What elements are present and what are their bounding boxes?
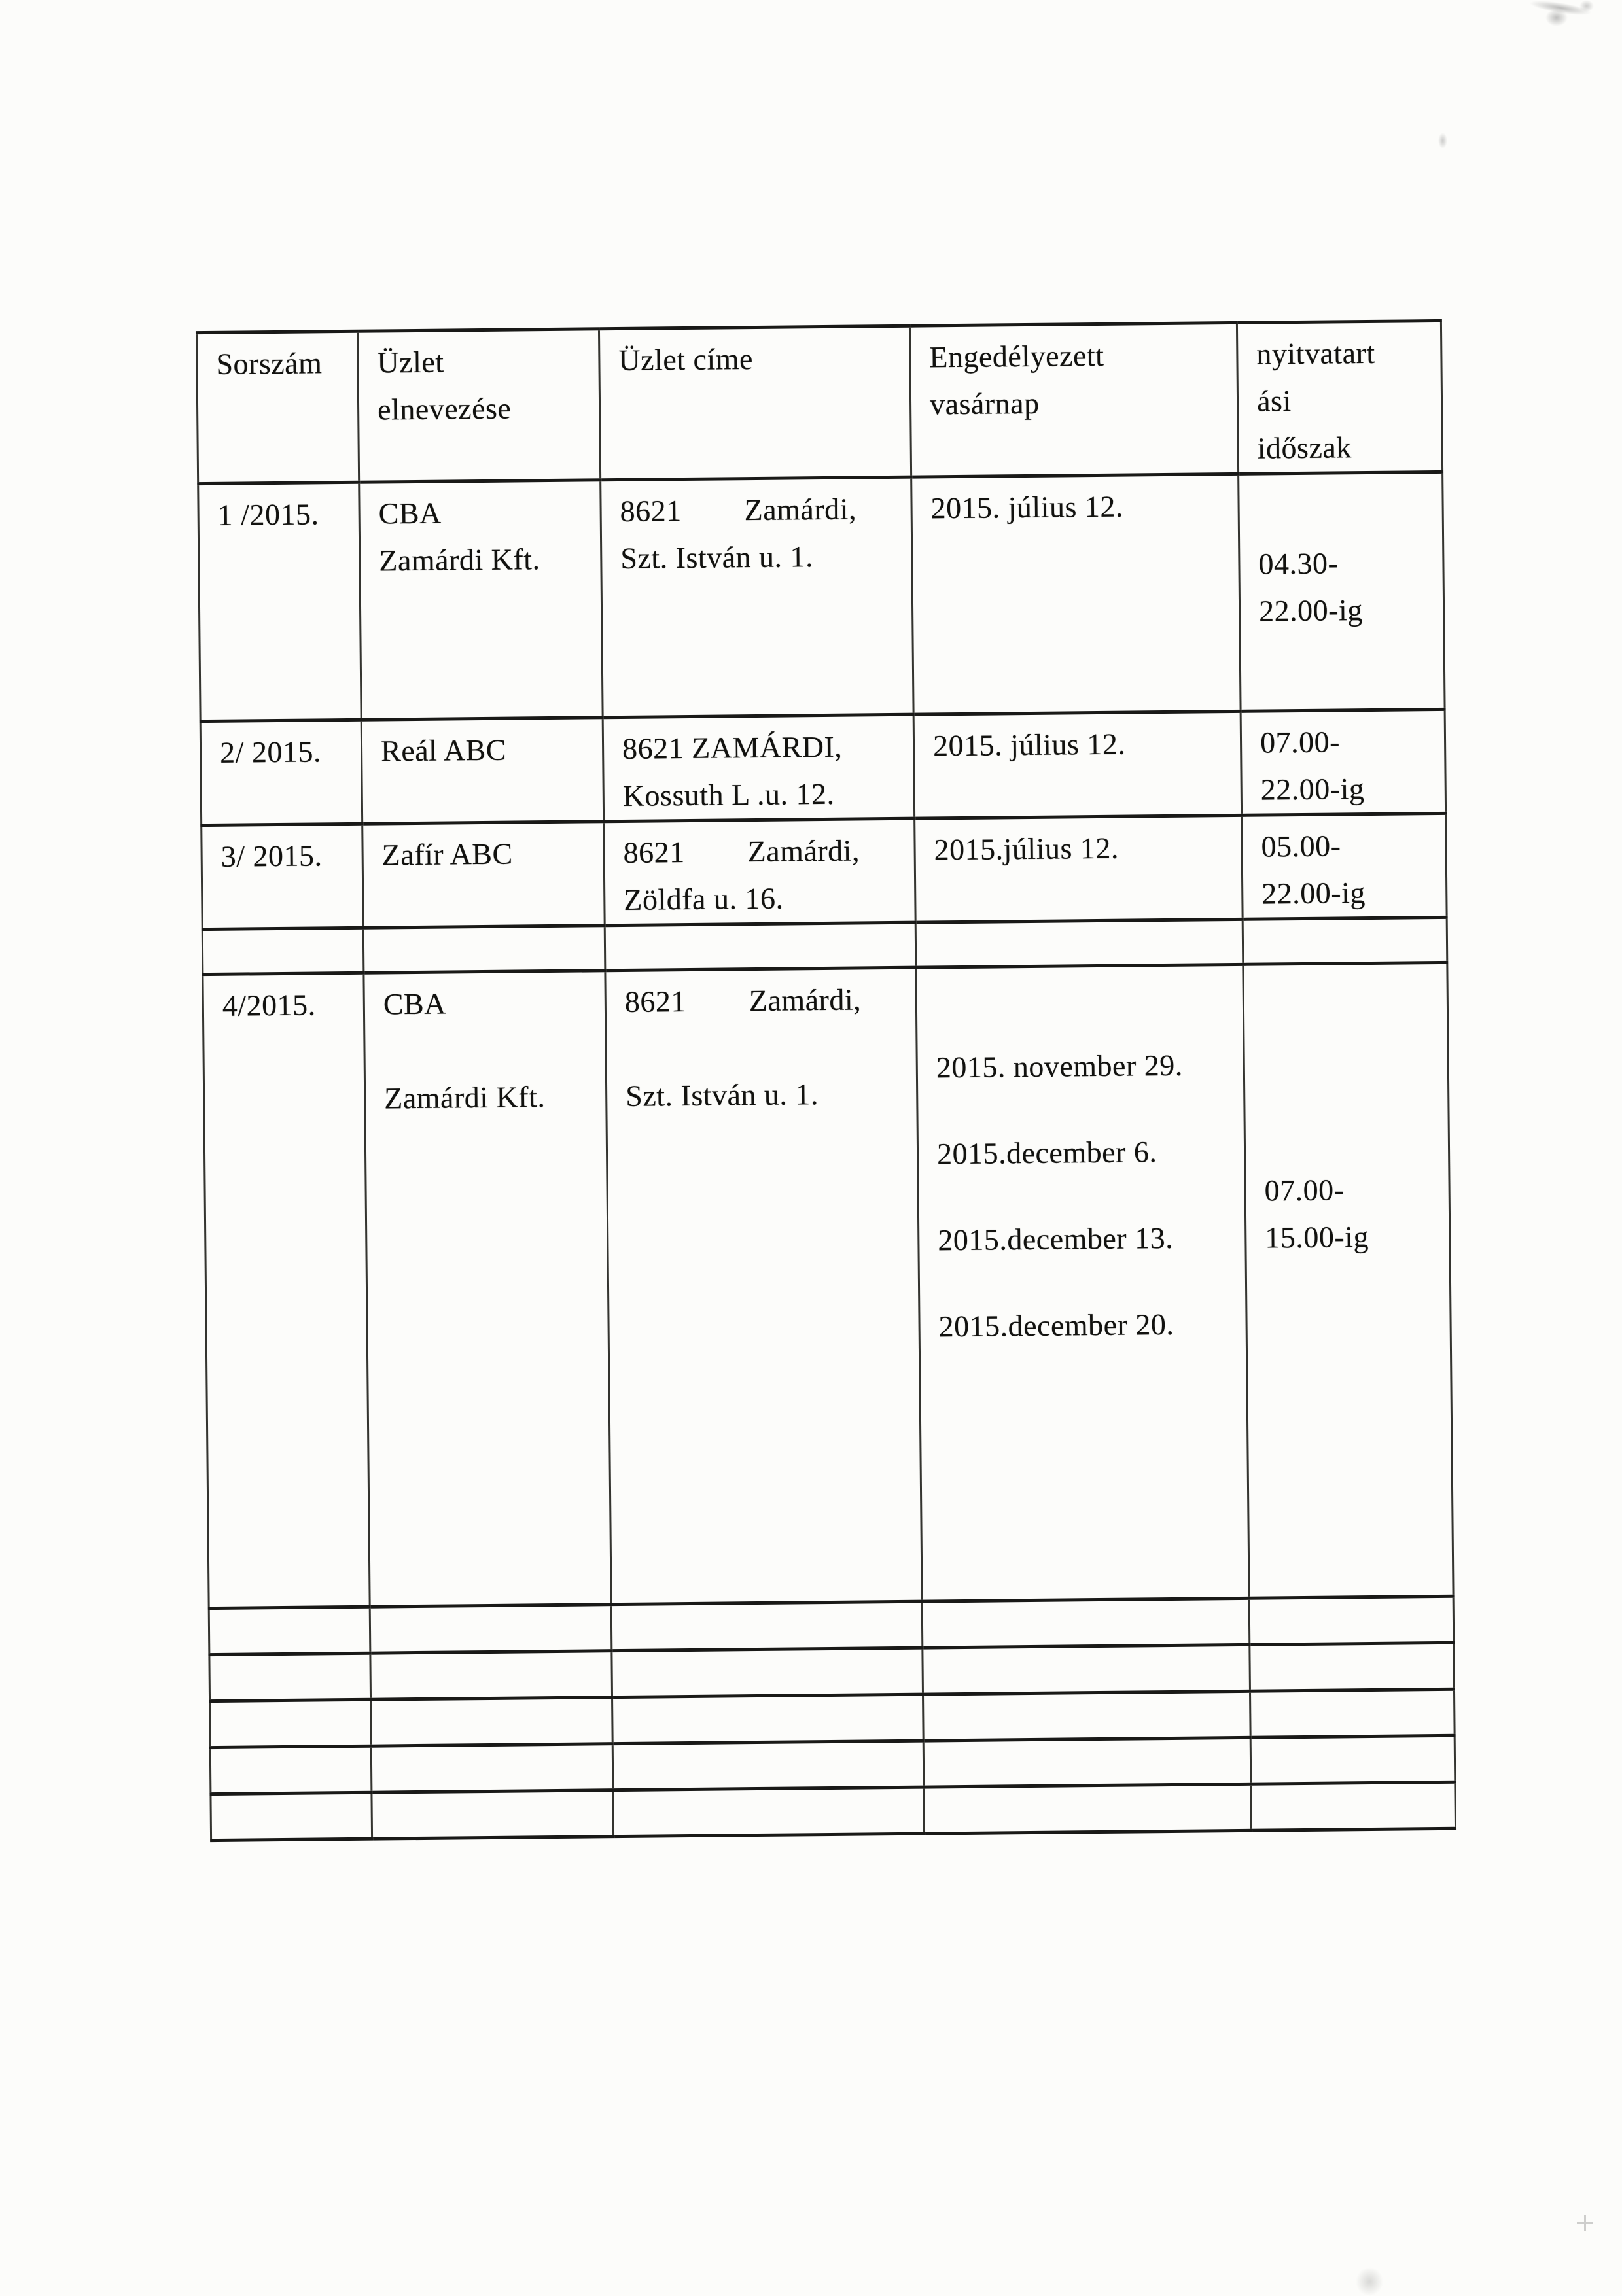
col-header-nyitvatartasi-idoszak: nyitvatart ási időszak xyxy=(1237,321,1442,474)
cell-engedelyezett-vasarnap: 2015. július 12. xyxy=(911,474,1241,714)
empty-cell xyxy=(211,1792,372,1840)
cell-engedelyezett-vasarnap: 2015. november 29. 2015.december 6. 2015.december 13. 2015.december 20. xyxy=(916,964,1249,1601)
cell-uzlet-cime: 8621 Zamárdi, Szt. István u. 1. xyxy=(605,967,922,1605)
empty-cell xyxy=(611,1601,923,1651)
empty-cell xyxy=(371,1744,613,1793)
cell-uzlet-elnevezese: CBA Zamárdi Kft. xyxy=(364,971,611,1607)
empty-cell xyxy=(613,1787,925,1837)
col-header-engedelyezett-vasarnap: Engedélyezett vasárnap xyxy=(909,322,1238,477)
table-row xyxy=(202,813,1447,929)
scan-artifact xyxy=(1438,133,1447,148)
empty-cell xyxy=(1243,917,1447,964)
empty-cell xyxy=(1250,1689,1455,1737)
empty-cell xyxy=(915,919,1243,967)
empty-cell xyxy=(210,1699,372,1747)
empty-cell xyxy=(1251,1782,1456,1830)
table-row xyxy=(200,709,1445,825)
empty-cell xyxy=(924,1784,1252,1834)
empty-cell xyxy=(923,1644,1250,1694)
empty-cell xyxy=(370,1651,612,1700)
empty-cell xyxy=(922,1598,1250,1648)
sunday-opening-permit-table xyxy=(196,319,1456,1842)
col-header-uzlet-cime: Üzlet címe xyxy=(599,326,911,480)
scan-artifact xyxy=(1528,0,1592,18)
cell-nyitvatartasi-idoszak: 05.00- 22.00-ig xyxy=(1242,813,1447,919)
cell-uzlet-elnevezese: CBA Zamárdi Kft. xyxy=(359,480,603,720)
table-row xyxy=(203,962,1453,1608)
header-row xyxy=(196,321,1442,483)
empty-cell xyxy=(372,1790,614,1839)
permit-table-wrapper xyxy=(196,319,1455,1842)
empty-cell xyxy=(923,1737,1251,1787)
empty-cell xyxy=(1250,1735,1455,1784)
cell-engedelyezett-vasarnap: 2015.július 12. xyxy=(915,815,1243,922)
cell-uzlet-cime: 8621 Zamárdi, Zöldfa u. 16. xyxy=(604,818,916,926)
empty-cell xyxy=(371,1697,613,1747)
empty-cell xyxy=(1250,1643,1455,1691)
empty-cell xyxy=(612,1648,923,1697)
scan-artifact xyxy=(1545,9,1568,26)
cell-uzlet-elnevezese: Zafír ABC xyxy=(362,822,605,928)
cell-sorszam: 2/ 2015. xyxy=(200,720,362,825)
empty-cell xyxy=(202,928,364,974)
empty-cell xyxy=(612,1741,924,1790)
cell-sorszam: 3/ 2015. xyxy=(202,824,364,929)
empty-cell xyxy=(209,1653,371,1701)
cell-nyitvatartasi-idoszak: 07.00- 22.00-ig xyxy=(1241,709,1446,815)
col-header-uzlet-elnevezese: Üzlet elnevezése xyxy=(357,329,600,483)
cell-nyitvatartasi-idoszak: 07.00- 15.00-ig xyxy=(1243,962,1453,1598)
cell-uzlet-cime: 8621 Zamárdi, Szt. István u. 1. xyxy=(601,477,913,718)
empty-cell xyxy=(1249,1596,1454,1644)
cell-engedelyezett-vasarnap: 2015. július 12. xyxy=(913,711,1242,818)
empty-cell xyxy=(370,1605,612,1654)
cell-uzlet-cime: 8621 ZAMÁRDI, Kossuth L .u. 12. xyxy=(603,714,915,822)
empty-cell xyxy=(363,926,605,973)
empty-cell xyxy=(612,1694,924,1744)
empty-cell xyxy=(605,922,916,971)
col-header-sorszam: Sorszám xyxy=(196,331,359,483)
scan-artifact xyxy=(1356,2267,1383,2296)
cell-sorszam: 1 /2015. xyxy=(198,482,361,721)
scan-artifact xyxy=(1579,0,1594,12)
table-row xyxy=(198,472,1445,721)
cell-sorszam: 4/2015. xyxy=(203,973,370,1608)
empty-cell xyxy=(209,1607,370,1654)
empty-cell xyxy=(210,1746,372,1794)
scan-artifact xyxy=(1577,2215,1593,2231)
cell-uzlet-elnevezese: Reál ABC xyxy=(361,718,604,824)
cell-nyitvatartasi-idoszak: 04.30- 22.00-ig xyxy=(1239,472,1445,711)
empty-cell xyxy=(923,1691,1251,1741)
